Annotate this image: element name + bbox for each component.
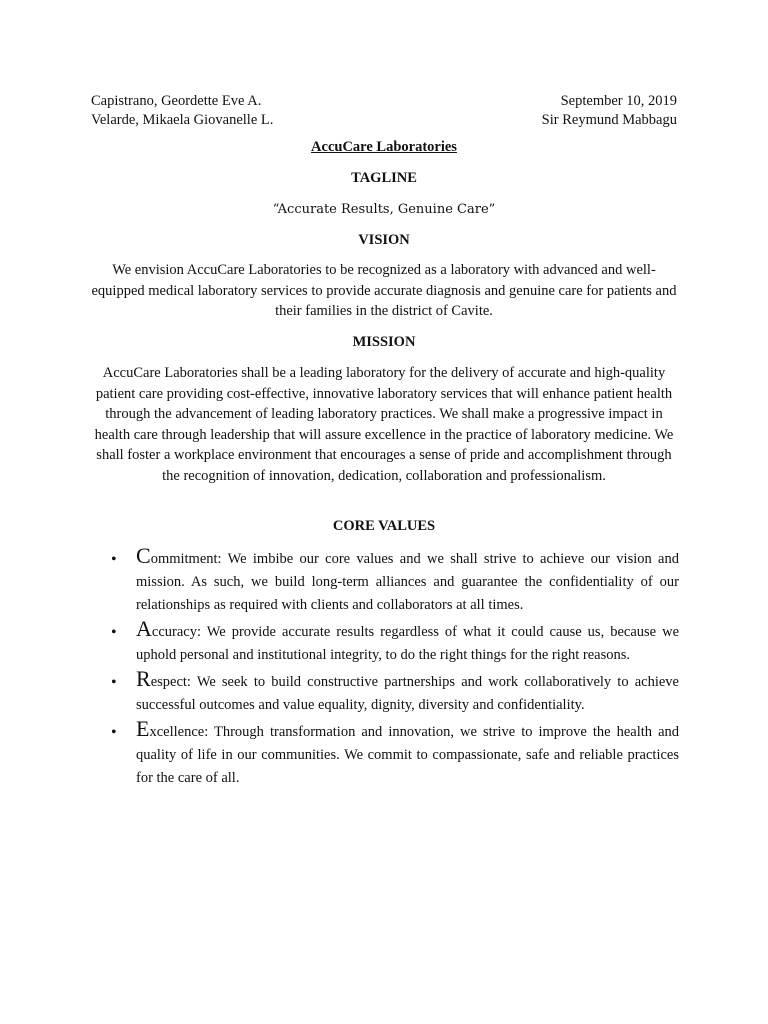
instructor-name: Sir Reymund Mabbagu <box>541 112 677 128</box>
list-item <box>111 543 679 617</box>
bullet-icon: • <box>111 674 117 691</box>
value-initial: E <box>136 716 150 741</box>
bullet-icon: • <box>111 624 117 641</box>
list-item <box>111 616 679 667</box>
core-values-list <box>111 543 679 794</box>
date-instructor-block <box>542 92 677 130</box>
document-date: September 10, 2019 <box>560 93 677 109</box>
mission-paragraph: AccuCare Laboratories shall be a leading laboratory for the delivery of accurate and high-quality patient care providing cost-effective, innovative laboratory services that will enhance patient health through the advancement of leading laboratory practices. We shall make a progressive impact in health care through leadership that will assure excellence in the practice of laboratory medicine. We shall foster a workplace environment that encourages a sense of pride and accomplishment through the recognition of innovation, dedication, collaboration and professionalism. <box>94 365 674 484</box>
vision-heading: VISION <box>358 232 410 248</box>
bullet-icon: • <box>111 724 117 741</box>
bullet-icon: • <box>111 551 117 568</box>
author-name: Velarde, Mikaela Giovanelle L. <box>91 112 274 128</box>
value-initial: A <box>136 616 152 641</box>
value-text: xcellence: Through transformation and innovation, we strive to improve the health and quality of life in our communities. We commit to compassionate, safe and reliable practices for the care of all. <box>136 724 679 786</box>
author-name: Capistrano, Geordette Eve A. <box>91 93 262 109</box>
author-block <box>91 92 273 130</box>
value-initial: C <box>136 543 151 568</box>
vision-paragraph: We envision AccuCare Laboratories to be recognized as a laboratory with advanced and well-equipped medical laboratory services to provide accurate diagnosis and genuine care for patients and their families in the district of Cavite. <box>91 262 677 319</box>
document-title: AccuCare Laboratories <box>311 139 457 155</box>
core-values-heading: CORE VALUES <box>332 518 436 534</box>
value-text: ccuracy: We provide accurate results regardless of what it could cause us, because we uphold personal and institutional integrity, to do the right things for the right reasons. <box>136 624 679 663</box>
value-text: ommitment: We imbibe our core values and we shall strive to achieve our vision and mission. As such, we build long-term alliances and guarantee the confidentiality of our relationships as required with clients and collaborators at all times. <box>136 551 679 613</box>
list-item <box>111 666 679 717</box>
mission-heading: MISSION <box>352 334 416 350</box>
value-text: espect: We seek to build constructive partnerships and work collaboratively to achieve successful outcomes and value equality, dignity, diversity and confidentiality. <box>136 674 679 713</box>
value-initial: R <box>136 666 151 691</box>
tagline-text: “Accurate Results, Genuine Care” <box>272 202 496 217</box>
list-item <box>111 716 679 790</box>
tagline-heading: TAGLINE <box>351 170 417 186</box>
